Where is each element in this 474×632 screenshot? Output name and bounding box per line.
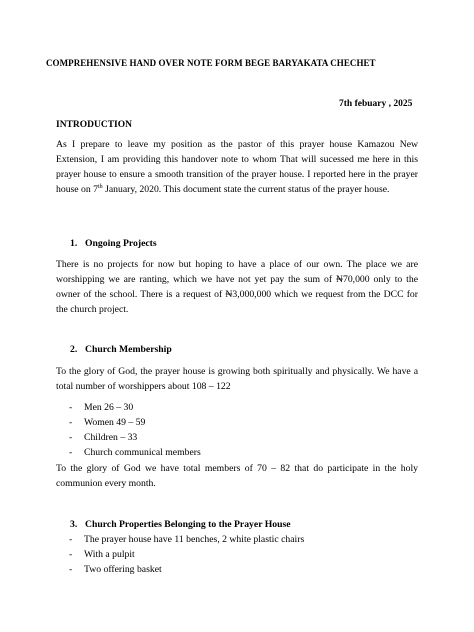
section-2-title: Church Membership xyxy=(85,344,172,355)
list-item xyxy=(69,532,304,547)
introduction-paragraph xyxy=(56,137,418,197)
document-title: COMPREHENSIVE HAND OVER NOTE FORM BEGE BARYAKATA CHECHET xyxy=(46,58,376,68)
bullet-dash: - xyxy=(69,417,73,428)
list-item-text: Men 26 – 30 xyxy=(84,402,134,413)
list-item xyxy=(69,547,304,562)
section-2-number: 2. xyxy=(70,344,78,355)
list-item xyxy=(69,445,201,460)
bullet-dash: - xyxy=(69,402,73,413)
intro-text-part2: January, 2020. This document state the current status of the prayer house. xyxy=(102,184,390,195)
section-1-paragraph xyxy=(56,257,418,317)
intro-superscript: th xyxy=(97,183,103,190)
section-2-text-after: To the glory of God we have total members of 70 – 82 that do participate in the holy communion every month. xyxy=(56,463,418,489)
section-2-text: To the glory of God, the prayer house is growing both spiritually and physically. We have a total number of worshippers about 108 – 122 xyxy=(56,366,418,392)
bullet-dash: - xyxy=(69,549,73,560)
list-item xyxy=(69,415,201,430)
section-3-title: Church Properties Belonging to the Prayer House xyxy=(85,519,291,530)
section-2-paragraph-after xyxy=(56,461,418,491)
section-2-paragraph xyxy=(56,364,418,394)
list-item-text: Two offering basket xyxy=(84,564,162,575)
properties-list xyxy=(69,532,304,577)
list-item-text: Church communical members xyxy=(84,447,201,458)
section-3-heading xyxy=(70,519,291,530)
intro-text-part1: As I prepare to leave my position as the pastor of this prayer house Kamazou New Extension, I am providing this handover note to whom That will sucessed me here in this prayer house to ensure a smooth transition of the prayer house. I reported here in the prayer house on 7 xyxy=(56,139,418,195)
membership-list xyxy=(69,400,201,460)
bullet-dash: - xyxy=(69,564,73,575)
section-2-heading xyxy=(70,344,172,355)
list-item xyxy=(69,562,304,577)
document-date: 7th febuary , 2025 xyxy=(339,99,413,109)
list-item-text: The prayer house have 11 benches, 2 white plastic chairs xyxy=(84,534,305,545)
list-item-text: Women 49 – 59 xyxy=(84,417,146,428)
bullet-dash: - xyxy=(69,447,73,458)
bullet-dash: - xyxy=(69,432,73,443)
section-1-title: Ongoing Projects xyxy=(85,238,157,249)
section-1-text: There is no projects for now but hoping to have a place of our own. The place we are worshipping we are ranting, which we have not yet pay the sum of ₦70,000 only to the owner of the school. There is a request of ₦3,000,000 which we request from the DCC for the church project. xyxy=(56,259,418,315)
section-1-heading xyxy=(70,238,157,249)
introduction-heading: INTRODUCTION xyxy=(56,120,133,130)
bullet-dash: - xyxy=(69,534,73,545)
section-1-number: 1. xyxy=(70,238,78,249)
list-item xyxy=(69,430,201,445)
list-item xyxy=(69,400,201,415)
list-item-text: With a pulpit xyxy=(84,549,135,560)
section-3-number: 3. xyxy=(70,519,78,530)
list-item-text: Children – 33 xyxy=(84,432,138,443)
